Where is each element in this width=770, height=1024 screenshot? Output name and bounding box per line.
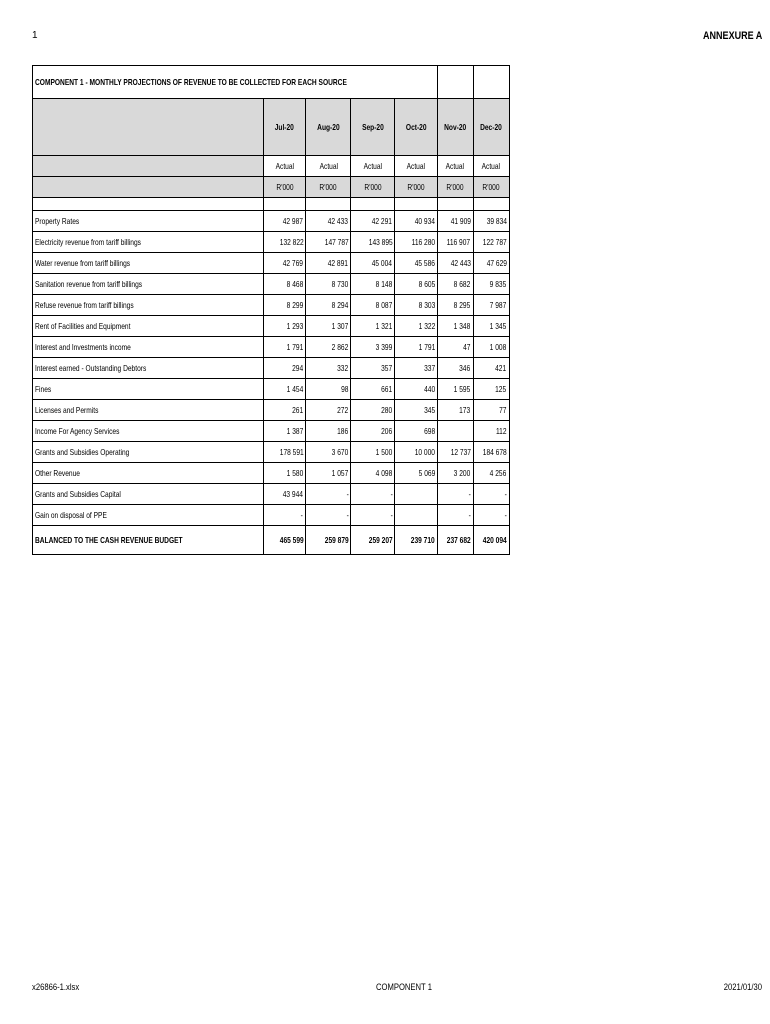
table-row — [33, 379, 510, 400]
spacer-cell — [306, 198, 351, 211]
table-row — [33, 316, 510, 337]
table-row — [33, 400, 510, 421]
value-cell: 261 — [263, 400, 305, 421]
value-cell: 41 909 — [437, 211, 473, 232]
value-cell: 116 907 — [437, 232, 473, 253]
row-label: Property Rates — [33, 211, 264, 232]
row-label: Other Revenue — [33, 463, 264, 484]
unit-header: R'000 — [351, 177, 395, 198]
header-blank-cell — [33, 156, 264, 177]
value-cell: 1 345 — [473, 316, 509, 337]
spacer-cell — [351, 198, 395, 211]
value-cell: 42 769 — [263, 253, 305, 274]
table-row — [33, 463, 510, 484]
value-cell: 3 200 — [437, 463, 473, 484]
title-empty-cell — [437, 66, 473, 99]
value-cell: 346 — [437, 358, 473, 379]
value-cell: 8 468 — [263, 274, 305, 295]
value-cell: 47 629 — [473, 253, 509, 274]
month-header: Nov-20 — [437, 99, 473, 156]
value-cell: 1 387 — [263, 421, 305, 442]
total-value-cell: 259 879 — [306, 526, 351, 555]
status-header: Actual — [473, 156, 509, 177]
total-value-cell: 259 207 — [351, 526, 395, 555]
table-title — [33, 66, 438, 99]
table-row — [33, 232, 510, 253]
value-cell: 10 000 — [395, 442, 437, 463]
value-cell: 1 500 — [351, 442, 395, 463]
footer-date: 2021/01/30 — [723, 982, 762, 992]
value-cell: 42 291 — [351, 211, 395, 232]
months-header-row — [33, 99, 510, 156]
value-cell: 12 737 — [437, 442, 473, 463]
value-cell: 8 295 — [437, 295, 473, 316]
spacer-cell — [437, 198, 473, 211]
value-cell: - — [263, 505, 305, 526]
value-cell: 116 280 — [395, 232, 437, 253]
spacer-cell — [263, 198, 305, 211]
table-title-row — [33, 66, 510, 99]
unit-header: R'000 — [473, 177, 509, 198]
total-value-cell: 465 599 — [263, 526, 305, 555]
value-cell: - — [473, 505, 509, 526]
row-label: Electricity revenue from tariff billings — [33, 232, 264, 253]
value-cell: 8 087 — [351, 295, 395, 316]
value-cell: 698 — [395, 421, 437, 442]
value-cell: 125 — [473, 379, 509, 400]
row-label: Sanitation revenue from tariff billings — [33, 274, 264, 295]
unit-header: R'000 — [263, 177, 305, 198]
row-label: Grants and Subsidies Capital — [33, 484, 264, 505]
value-cell: 5 069 — [395, 463, 437, 484]
footer-filename: x26866-1.xlsx — [32, 982, 80, 992]
value-cell: 184 678 — [473, 442, 509, 463]
value-cell: 1 307 — [306, 316, 351, 337]
value-cell: 440 — [395, 379, 437, 400]
value-cell: - — [437, 484, 473, 505]
value-cell: 345 — [395, 400, 437, 421]
table-row — [33, 442, 510, 463]
table-title-text: COMPONENT 1 - MONTHLY PROJECTIONS OF REVENUE TO BE COLLECTED FOR EACH SOURCE — [35, 77, 347, 87]
table-row — [33, 337, 510, 358]
value-cell: 47 — [437, 337, 473, 358]
table-row — [33, 274, 510, 295]
value-cell: 178 591 — [263, 442, 305, 463]
value-cell: - — [351, 505, 395, 526]
value-cell: 42 443 — [437, 253, 473, 274]
spacer-cell — [395, 198, 437, 211]
value-cell: 42 433 — [306, 211, 351, 232]
table-row — [33, 358, 510, 379]
value-cell: 3 399 — [351, 337, 395, 358]
value-cell: 39 834 — [473, 211, 509, 232]
value-cell: 186 — [306, 421, 351, 442]
row-label: Rent of Facilities and Equipment — [33, 316, 264, 337]
value-cell: 8 730 — [306, 274, 351, 295]
row-label: Income For Agency Services — [33, 421, 264, 442]
value-cell: - — [351, 484, 395, 505]
total-row — [33, 526, 510, 555]
table-row — [33, 484, 510, 505]
table-row — [33, 421, 510, 442]
value-cell — [437, 421, 473, 442]
value-cell: 8 148 — [351, 274, 395, 295]
value-cell: 147 787 — [306, 232, 351, 253]
value-cell — [395, 505, 437, 526]
value-cell: 98 — [306, 379, 351, 400]
value-cell: 1 348 — [437, 316, 473, 337]
row-label: Interest earned - Outstanding Debtors — [33, 358, 264, 379]
total-label: BALANCED TO THE CASH REVENUE BUDGET — [33, 526, 264, 555]
month-header: Jul-20 — [263, 99, 305, 156]
value-cell: 143 895 — [351, 232, 395, 253]
spacer-row — [33, 198, 510, 211]
value-cell: 1 322 — [395, 316, 437, 337]
row-label: Grants and Subsidies Operating — [33, 442, 264, 463]
value-cell: 1 008 — [473, 337, 509, 358]
row-label: Licenses and Permits — [33, 400, 264, 421]
status-header-row — [33, 156, 510, 177]
value-cell: 8 605 — [395, 274, 437, 295]
value-cell: 272 — [306, 400, 351, 421]
value-cell: 337 — [395, 358, 437, 379]
total-value-cell: 420 094 — [473, 526, 509, 555]
value-cell: - — [437, 505, 473, 526]
status-header: Actual — [395, 156, 437, 177]
value-cell: 8 299 — [263, 295, 305, 316]
footer-sheet-name: COMPONENT 1 — [376, 982, 432, 992]
annexure-label: ANNEXURE A — [702, 30, 762, 42]
title-empty-cell — [473, 66, 509, 99]
month-header: Dec-20 — [473, 99, 509, 156]
value-cell: 1 293 — [263, 316, 305, 337]
table-row — [33, 505, 510, 526]
table-row — [33, 253, 510, 274]
unit-header: R'000 — [306, 177, 351, 198]
value-cell: 4 098 — [351, 463, 395, 484]
total-value-cell: 239 710 — [395, 526, 437, 555]
value-cell: 45 586 — [395, 253, 437, 274]
month-header: Oct-20 — [395, 99, 437, 156]
value-cell: 421 — [473, 358, 509, 379]
value-cell: 122 787 — [473, 232, 509, 253]
value-cell: 42 891 — [306, 253, 351, 274]
value-cell: - — [473, 484, 509, 505]
header-blank-cell — [33, 99, 264, 156]
revenue-projection-table — [32, 65, 510, 555]
value-cell: 1 595 — [437, 379, 473, 400]
row-label: Interest and Investments income — [33, 337, 264, 358]
value-cell: - — [306, 484, 351, 505]
value-cell: 8 303 — [395, 295, 437, 316]
status-header: Actual — [263, 156, 305, 177]
value-cell: 7 987 — [473, 295, 509, 316]
status-header: Actual — [351, 156, 395, 177]
value-cell: 2 862 — [306, 337, 351, 358]
row-label: Refuse revenue from tariff billings — [33, 295, 264, 316]
value-cell: 112 — [473, 421, 509, 442]
value-cell: 206 — [351, 421, 395, 442]
value-cell — [395, 484, 437, 505]
spacer-cell — [33, 198, 264, 211]
value-cell: 1 791 — [263, 337, 305, 358]
value-cell: 4 256 — [473, 463, 509, 484]
table-row — [33, 211, 510, 232]
unit-header: R'000 — [395, 177, 437, 198]
value-cell: 3 670 — [306, 442, 351, 463]
value-cell: 77 — [473, 400, 509, 421]
value-cell: 332 — [306, 358, 351, 379]
value-cell: 8 682 — [437, 274, 473, 295]
month-header: Aug-20 — [306, 99, 351, 156]
value-cell: 40 934 — [395, 211, 437, 232]
page-number: 1 — [32, 30, 38, 41]
units-header-row — [33, 177, 510, 198]
value-cell: 173 — [437, 400, 473, 421]
value-cell: - — [306, 505, 351, 526]
value-cell: 42 987 — [263, 211, 305, 232]
value-cell: 45 004 — [351, 253, 395, 274]
status-header: Actual — [306, 156, 351, 177]
value-cell: 294 — [263, 358, 305, 379]
unit-header: R'000 — [437, 177, 473, 198]
status-header: Actual — [437, 156, 473, 177]
value-cell: 1 580 — [263, 463, 305, 484]
total-value-cell: 237 682 — [437, 526, 473, 555]
month-header: Sep-20 — [351, 99, 395, 156]
value-cell: 1 057 — [306, 463, 351, 484]
table-row — [33, 295, 510, 316]
value-cell: 357 — [351, 358, 395, 379]
value-cell: 1 454 — [263, 379, 305, 400]
row-label: Water revenue from tariff billings — [33, 253, 264, 274]
value-cell: 9 835 — [473, 274, 509, 295]
value-cell: 1 321 — [351, 316, 395, 337]
value-cell: 280 — [351, 400, 395, 421]
value-cell: 132 822 — [263, 232, 305, 253]
row-label: Fines — [33, 379, 264, 400]
row-label: Gain on disposal of PPE — [33, 505, 264, 526]
value-cell: 1 791 — [395, 337, 437, 358]
value-cell: 661 — [351, 379, 395, 400]
spacer-cell — [473, 198, 509, 211]
header-blank-cell — [33, 177, 264, 198]
value-cell: 8 294 — [306, 295, 351, 316]
value-cell: 43 944 — [263, 484, 305, 505]
